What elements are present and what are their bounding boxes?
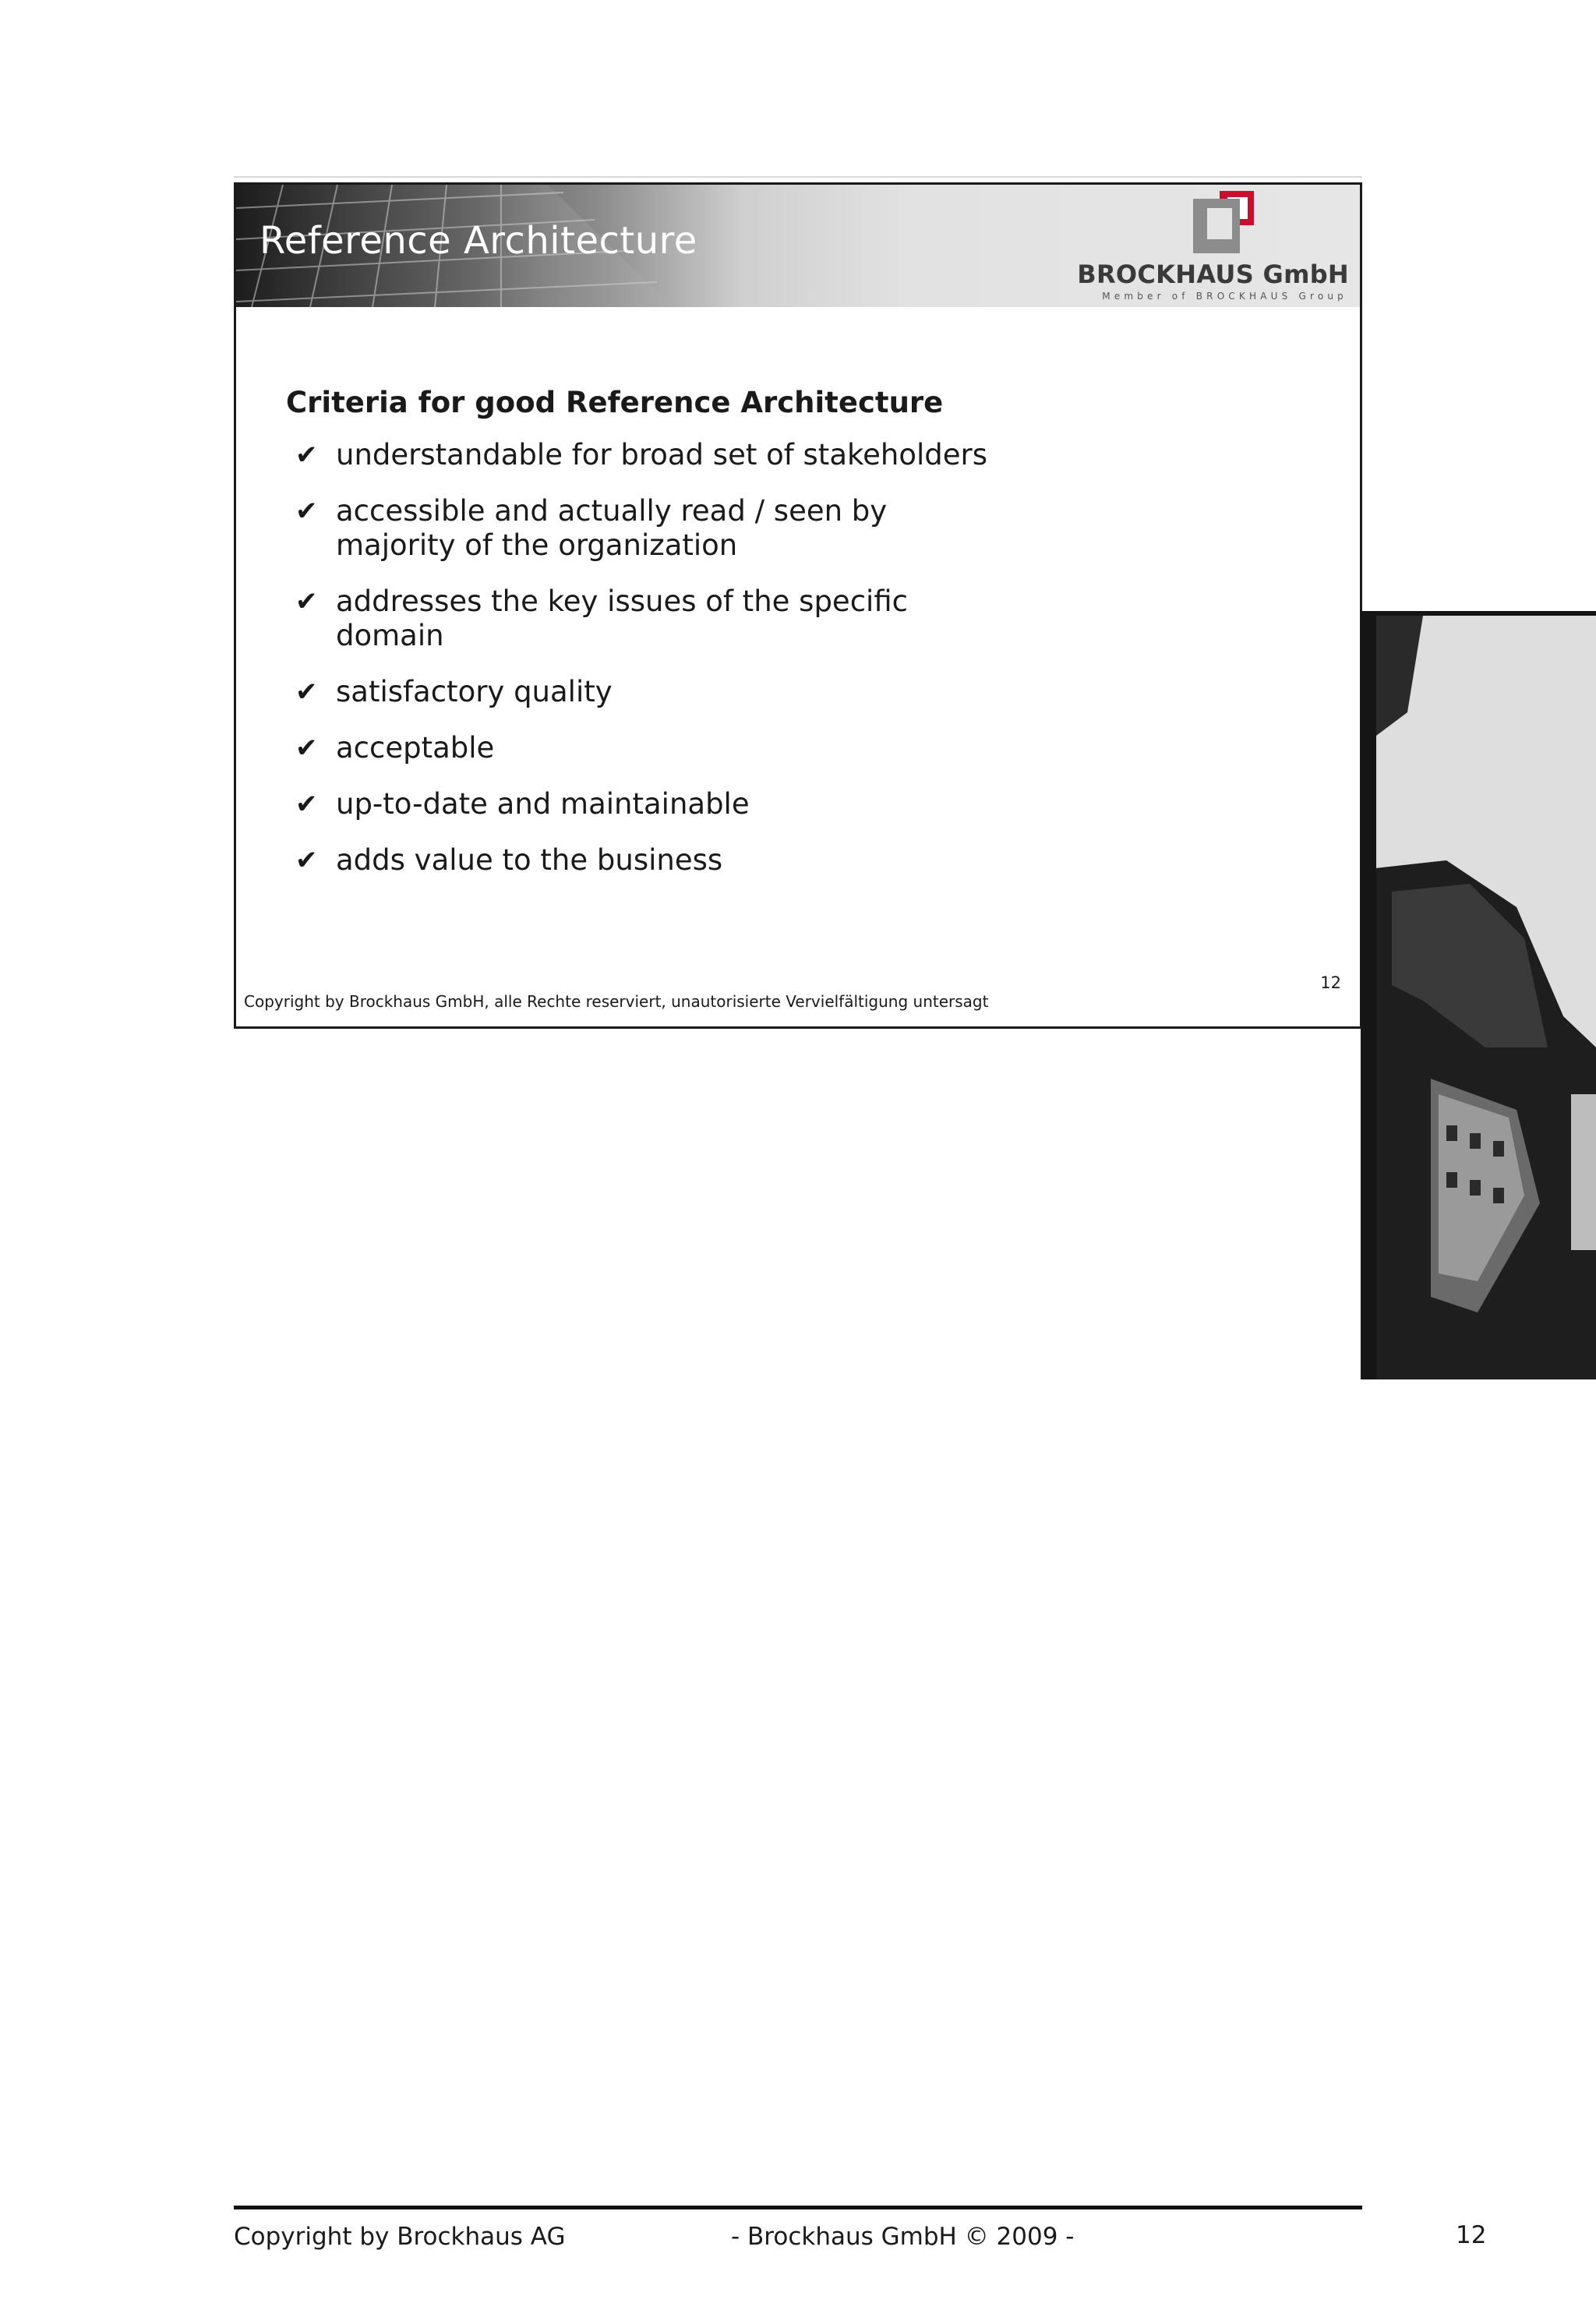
slide-page-number: 12: [1320, 973, 1341, 992]
list-item: [295, 494, 1075, 563]
check-icon: ✔: [295, 733, 318, 764]
slide-header-banner: [236, 185, 1360, 307]
list-item: [295, 585, 1075, 653]
criteria-heading: Criteria for good Reference Architecture: [286, 386, 944, 419]
slide: [234, 182, 1362, 1029]
brockhaus-logo: [1077, 189, 1354, 302]
footer-center-text: - Brockhaus GmbH © 2009 -: [731, 2223, 1075, 2251]
logo-tagline: Member of BROCKHAUS Group: [1102, 291, 1347, 302]
slide-copyright: Copyright by Brockhaus GmbH, alle Rechte reserviert, unautorisierte Vervielfältigung untersagt: [244, 992, 989, 1011]
criteria-list: [295, 438, 1075, 899]
slide-top-rule: [234, 176, 1362, 178]
check-icon: ✔: [295, 845, 318, 876]
criteria-item-text: adds value to the business: [336, 843, 723, 877]
check-icon: ✔: [295, 676, 318, 708]
building-photo-image: [1361, 611, 1596, 1379]
criteria-item-text: up-to-date and maintainable: [336, 787, 750, 821]
criteria-item-text: understandable for broad set of stakeholders: [336, 438, 987, 472]
footer-copyright: Copyright by Brockhaus AG: [234, 2223, 566, 2251]
footer-rule: [234, 2206, 1362, 2209]
check-icon: ✔: [295, 789, 318, 820]
slide-title: Reference Architecture: [260, 219, 697, 263]
criteria-item-text: accessible and actually read / seen by majority of the organization: [336, 494, 888, 562]
criteria-item-text: satisfactory quality: [336, 675, 613, 708]
check-icon: ✔: [295, 586, 318, 617]
check-icon: ✔: [295, 496, 318, 527]
footer-page-number: 12: [1456, 2221, 1487, 2249]
criteria-item-text: acceptable: [336, 731, 495, 765]
list-item: [295, 843, 1075, 878]
list-item: [295, 731, 1075, 765]
list-item: [295, 787, 1075, 821]
criteria-item-text: addresses the key issues of the specific domain: [336, 585, 908, 652]
brockhaus-logo-mark-icon: [1193, 191, 1254, 253]
list-item: [295, 675, 1075, 709]
list-item: [295, 438, 1075, 472]
check-icon: ✔: [295, 440, 318, 471]
logo-company-name: BROCKHAUS GmbH: [1077, 260, 1349, 289]
